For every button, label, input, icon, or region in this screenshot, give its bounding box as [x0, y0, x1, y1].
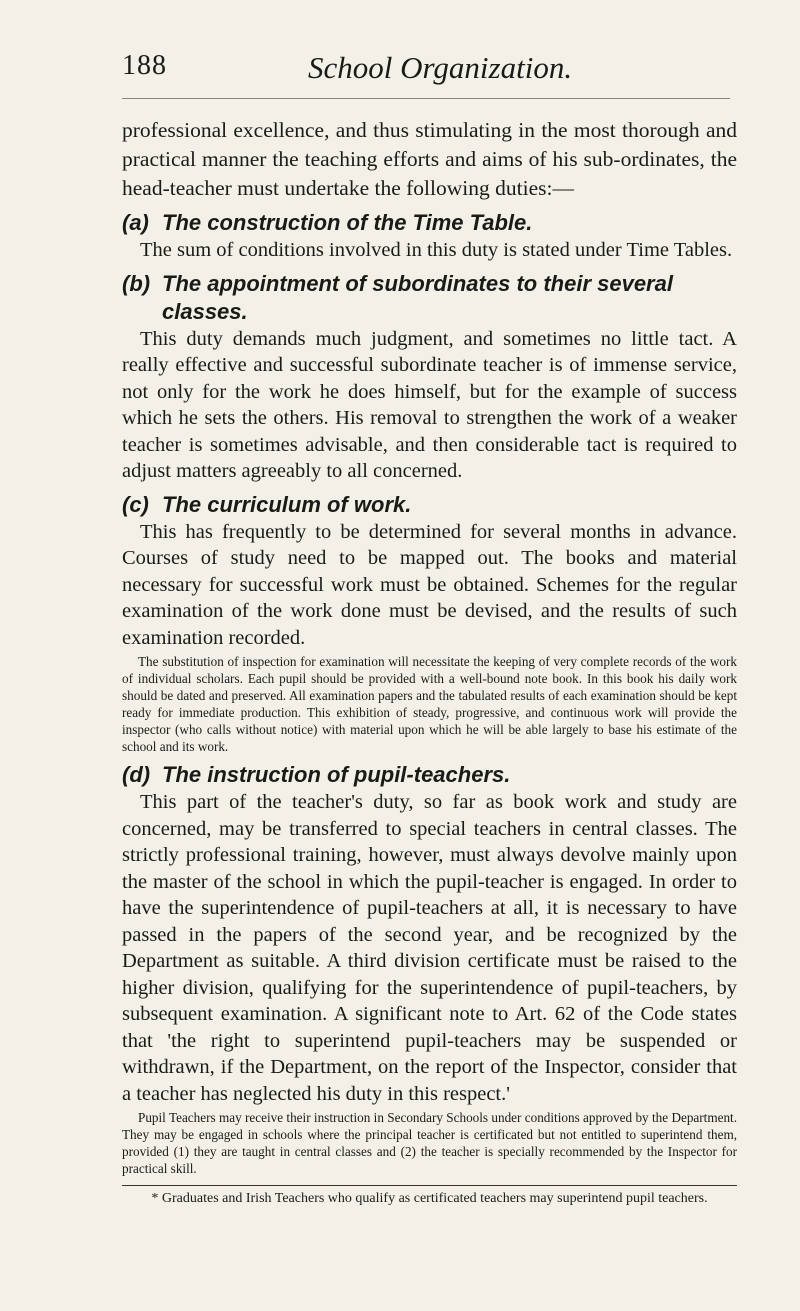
section-heading	[122, 270, 737, 326]
section-body: The sum of conditions involved in this duty is stated under Time Tables.	[140, 239, 733, 261]
running-title: School Organization.	[308, 50, 573, 85]
section-note: Pupil Teachers may receive their instruction in Secondary Schools under conditions approved by the Department. They may be engaged in schools where the principal teacher is certificated but not entitled to superintend them, provided (1) they are taught in central classes and (2) the teacher is specially recommended by the Inspector for practical skill.	[122, 1110, 737, 1176]
section-b	[122, 270, 737, 485]
intro-paragraph: professional excellence, and thus stimulating in the most thorough and practical manner the teaching efforts and aims of his sub-ordinates, the head-teacher must undertake the following duties:—	[122, 118, 737, 200]
section-title: The construction of the Time Table.	[162, 210, 533, 235]
section-title: The instruction of pupil-teachers.	[162, 762, 511, 787]
section-heading	[122, 491, 737, 519]
section-heading	[122, 209, 737, 237]
section-note: The substitution of inspection for examination will necessitate the keeping of very complete records of the work of individual scholars. Each pupil should be provided with a well-bound note book. In this book his daily work should be dated and preserved. All examination papers and the tabulated results of each examination should be kept ready for immediate production. This exhibition of steady, progressive, and continuous work will provide the inspector (who calls without notice) with material upon which he will be able largely to base his estimate of the school and its work.	[122, 654, 737, 754]
section-mark: (b)	[122, 270, 151, 296]
page-number: 188	[122, 50, 167, 81]
page-body	[122, 116, 737, 1208]
section-body: This duty demands much judgment, and sometimes no little tact. A really effective and successful subordinate teacher is of immense service, not only for the work he does himself, but for the example of success which he sets the others. His removal to strengthen the work of a weaker teacher is sometimes advisable, and then considerable tact is required to adjust matters agreeably to all concerned.	[122, 327, 737, 482]
section-mark: (a)	[122, 210, 149, 235]
section-d	[122, 761, 737, 1177]
section-title: The curriculum of work.	[162, 491, 412, 517]
section-a	[122, 209, 737, 264]
section-c	[122, 491, 737, 756]
section-mark: (c)	[122, 491, 149, 517]
header-rule	[122, 98, 730, 99]
section-body: This has frequently to be determined for several months in advance. Courses of study need to be mapped out. The books and material necessary for successful work must be obtained. Schemes for the regular examination of the work done must be devised, and the results of such examination recorded.	[122, 520, 737, 649]
footnote: * Graduates and Irish Teachers who qualify as certificated teachers may superintend pupil teachers.	[151, 1191, 708, 1206]
section-title: The appointment of subordinates to their several classes.	[162, 270, 673, 324]
section-body: This part of the teacher's duty, so far as book work and study are concerned, may be transferred to special teachers in central classes. The strictly professional training, however, must always devolve mainly upon the master of the school in which the pupil-teacher is engaged. In order to have the superintendence of pupil-teachers at all, it is necessary to have passed in the papers of the second year, and be recognized by the Department as suitable. A third division certificate must be raised to the higher division, qualifying for the superintendence of pupil-teachers, by subsequent examination. A significant note to Art. 62 of the Code states that 'the right to superintend pupil-teachers may be suspended or withdrawn, if the Department, on the report of the Inspector, consider that a teacher has neglected his duty in this respect.'	[122, 791, 737, 1105]
page-header	[122, 50, 730, 90]
footnote-rule	[122, 1185, 737, 1186]
section-mark: (d)	[122, 762, 151, 787]
section-heading	[122, 761, 737, 789]
